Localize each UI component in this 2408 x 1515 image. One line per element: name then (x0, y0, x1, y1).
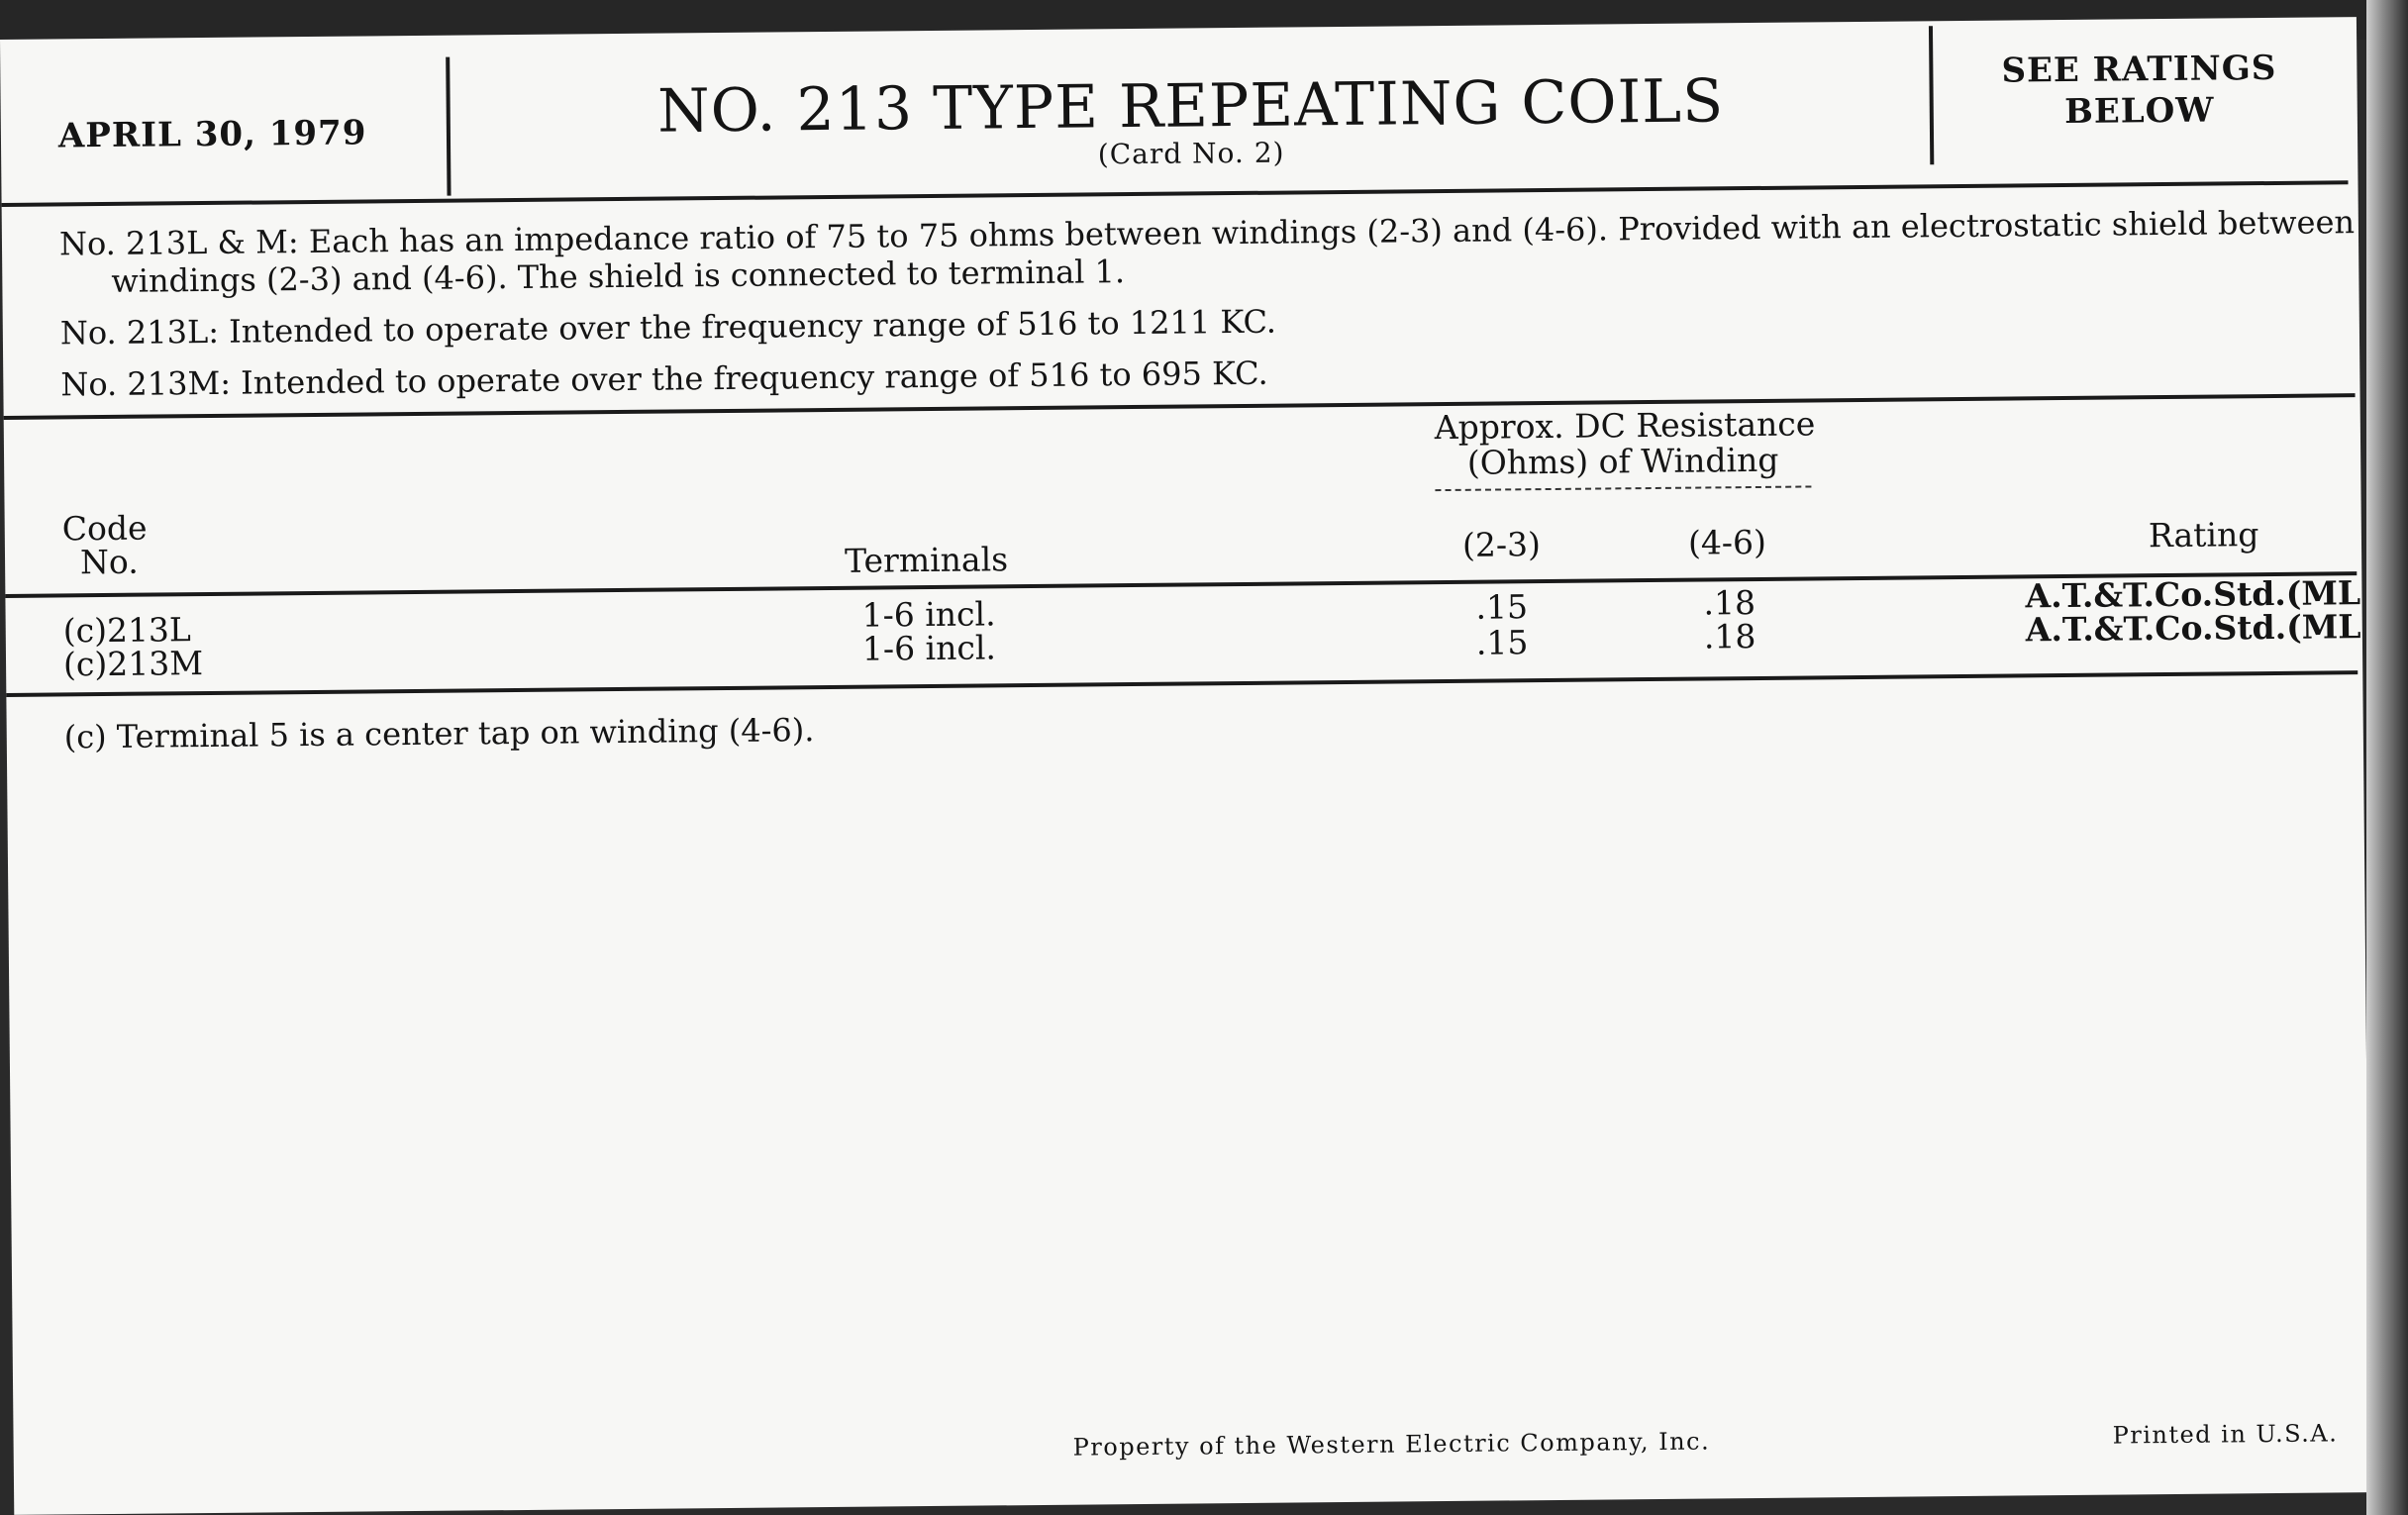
card-date: APRIL 30, 1979 (57, 113, 367, 156)
printed-in-notice: Printed in U.S.A. (2112, 1419, 2339, 1450)
table-row-2-rating: A.T.&T.Co.Std.(ML (2025, 607, 2361, 650)
card-subtitle: (Card No. 2) (1097, 136, 1285, 171)
table-row-1-terminals: 1-6 incl. (861, 594, 996, 635)
footnote: (c) Terminal 5 is a center tap on winding (4-6). (63, 711, 815, 757)
table-header-rule (5, 571, 2357, 598)
resistance-header (1434, 404, 1816, 482)
winding-4-6-header: (4-6) (1687, 522, 1767, 562)
ratings-note (1951, 47, 2328, 134)
property-notice: Property of the Western Electric Company, Inc. (1072, 1427, 1711, 1462)
ratings-line-2: BELOW (2063, 90, 2215, 132)
index-card (0, 17, 2370, 1515)
table-row-1-code: (c)213L (62, 610, 192, 651)
table-bottom-rule (6, 670, 2358, 697)
winding-2-3-header: (2-3) (1461, 525, 1542, 564)
terminals-header: Terminals (844, 540, 1009, 580)
table-row-2-w46: .18 (1703, 617, 1756, 656)
resistance-header-line-1: Approx. DC Resistance (1434, 404, 1816, 448)
ratings-line-1: SEE RATINGS (2001, 48, 2277, 91)
code-header (61, 508, 148, 582)
table-row-2-terminals: 1-6 incl. (861, 628, 997, 668)
table-row-1-w23: .15 (1475, 587, 1529, 627)
header-rule (2, 180, 2349, 207)
code-header-line-1: Code (61, 508, 148, 549)
card-title: NO. 213 TYPE REPEATING COILS (656, 66, 1725, 147)
description-paragraph-2: No. 213L: Intended to operate over the frequency range of 516 to 1211 KC. (59, 302, 1277, 353)
code-header-line-2: No. (79, 542, 139, 582)
table-row-2-code: (c)213M (62, 644, 204, 684)
description-paragraph-3: No. 213M: Intended to operate over the frequency range of 516 to 695 KC. (60, 354, 1268, 404)
header-divider-right (1929, 26, 1934, 164)
description-paragraph-1-line-2: windings (2-3) and (4-6). The shield is connected to terminal 1. (111, 252, 1126, 300)
scanner-edge-shadow (2366, 0, 2408, 1515)
table-row-2-w23: .15 (1475, 623, 1529, 662)
resistance-header-line-2: (Ohms) of Winding (1466, 440, 1779, 482)
description-paragraph-1-line-1: No. 213L & M: Each has an impedance ratio of 75 to 75 ohms between windings (2-3) and (4-6). Provided with an electrostatic shield between (58, 203, 2356, 263)
table-row-1-w46: .18 (1703, 583, 1756, 623)
resistance-header-rule (1435, 485, 1811, 491)
rating-header: Rating (2148, 515, 2259, 556)
table-row-1-rating: A.T.&T.Co.Std.(ML (2025, 573, 2361, 616)
